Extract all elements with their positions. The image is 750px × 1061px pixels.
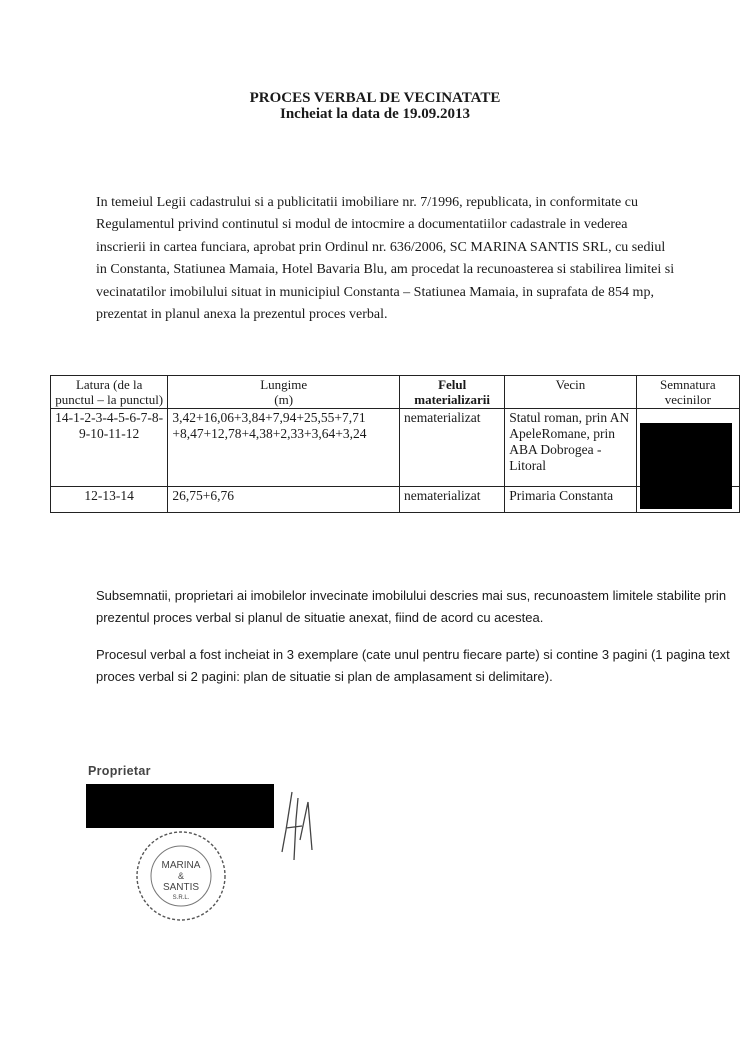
intro-line: vecinatatilor imobilului situat in municipiul Constanta – Statiunea Mamaia, in suprafata de 854 mp, [96, 284, 654, 300]
cell-felul: nematerializat [400, 409, 505, 487]
table-header-row [51, 376, 740, 409]
cell-felul: nematerializat [400, 487, 505, 513]
stamp-line2: & [177, 871, 185, 881]
owner-label: Proprietar [88, 764, 151, 778]
intro-line: in Constanta, Statiunea Mamaia, Hotel Bavaria Blu, am procedat la recunoasterea si stabilirea limitei si [96, 262, 675, 278]
neighbors-table [50, 375, 740, 513]
intro-line: inscrierii in cartea funciara, aprobat prin Ordinul nr. 636/2006, SC MARINA SANTIS SRL, cu sediul [96, 239, 666, 255]
intro-line: prezentat in planul anexa la prezentul proces verbal. [96, 307, 388, 323]
header-vecin: Vecin [505, 376, 636, 409]
redaction-block [640, 423, 732, 509]
cell-latura: 14-1-2-3-4-5-6-7-8-9-10-11-12 [51, 409, 168, 487]
header-felul-label: Felul materializarii [414, 377, 491, 407]
header-latura: Latura (de la punctul – la punctul) [51, 376, 168, 409]
intro-paragraph [96, 192, 736, 326]
document-date: Incheiat la data de 19.09.2013 [279, 106, 470, 122]
intro-line: Regulamentul privind continutul si modul de intocmire a documentatiilor cadastrale in vederea [96, 217, 628, 233]
document-title: PROCES VERBAL DE VECINATATE [249, 90, 501, 106]
cell-latura: 12-13-14 [51, 487, 168, 513]
cell-lungime: 3,42+16,06+3,84+7,94+25,55+7,71 +8,47+12,78+4,38+2,33+3,64+3,24 [168, 409, 400, 487]
handwritten-signature [272, 790, 322, 870]
stamp-line1: MARINA [161, 860, 201, 871]
company-stamp [133, 828, 229, 924]
table-row [51, 409, 740, 487]
header-felul [400, 376, 505, 409]
intro-line: In temeiul Legii cadastrului si a publicitatii imobiliare nr. 7/1996, republicata, in conformitate cu [96, 195, 638, 210]
header-lungime-unit: (m) [274, 392, 294, 407]
stamp-line3: SANTIS [162, 882, 200, 893]
header-semnatura: Semnatura vecinilor [636, 376, 739, 409]
stamp-line4: S.R.L. [172, 895, 190, 901]
header-lungime-label: Lungime [260, 377, 308, 392]
cell-vecin: Primaria Constanta [505, 487, 636, 513]
cell-lungime: 26,75+6,76 [168, 487, 400, 513]
header-lungime [168, 376, 400, 409]
redaction-block [86, 784, 274, 828]
acknowledgement-paragraph: Subsemnatii, proprietari ai imobilelor invecinate imobilului descries mai sus, recunoastem limitele stabilite prin prezentul proces verbal si planul de situatie anexat, fiind de acord cu acestea. [96, 588, 727, 625]
table-row [51, 487, 740, 513]
copies-paragraph: Procesul verbal a fost incheiat in 3 exemplare (cate unul pentru fiecare parte) si contine 3 pagini (1 pagina text proces verbal si 2 pagini: plan de situatie si plan de amplasament si delimitare). [96, 647, 730, 684]
cell-vecin: Statul roman, prin AN ApeleRomane, prin ABA Dobrogea - Litoral [505, 409, 636, 487]
